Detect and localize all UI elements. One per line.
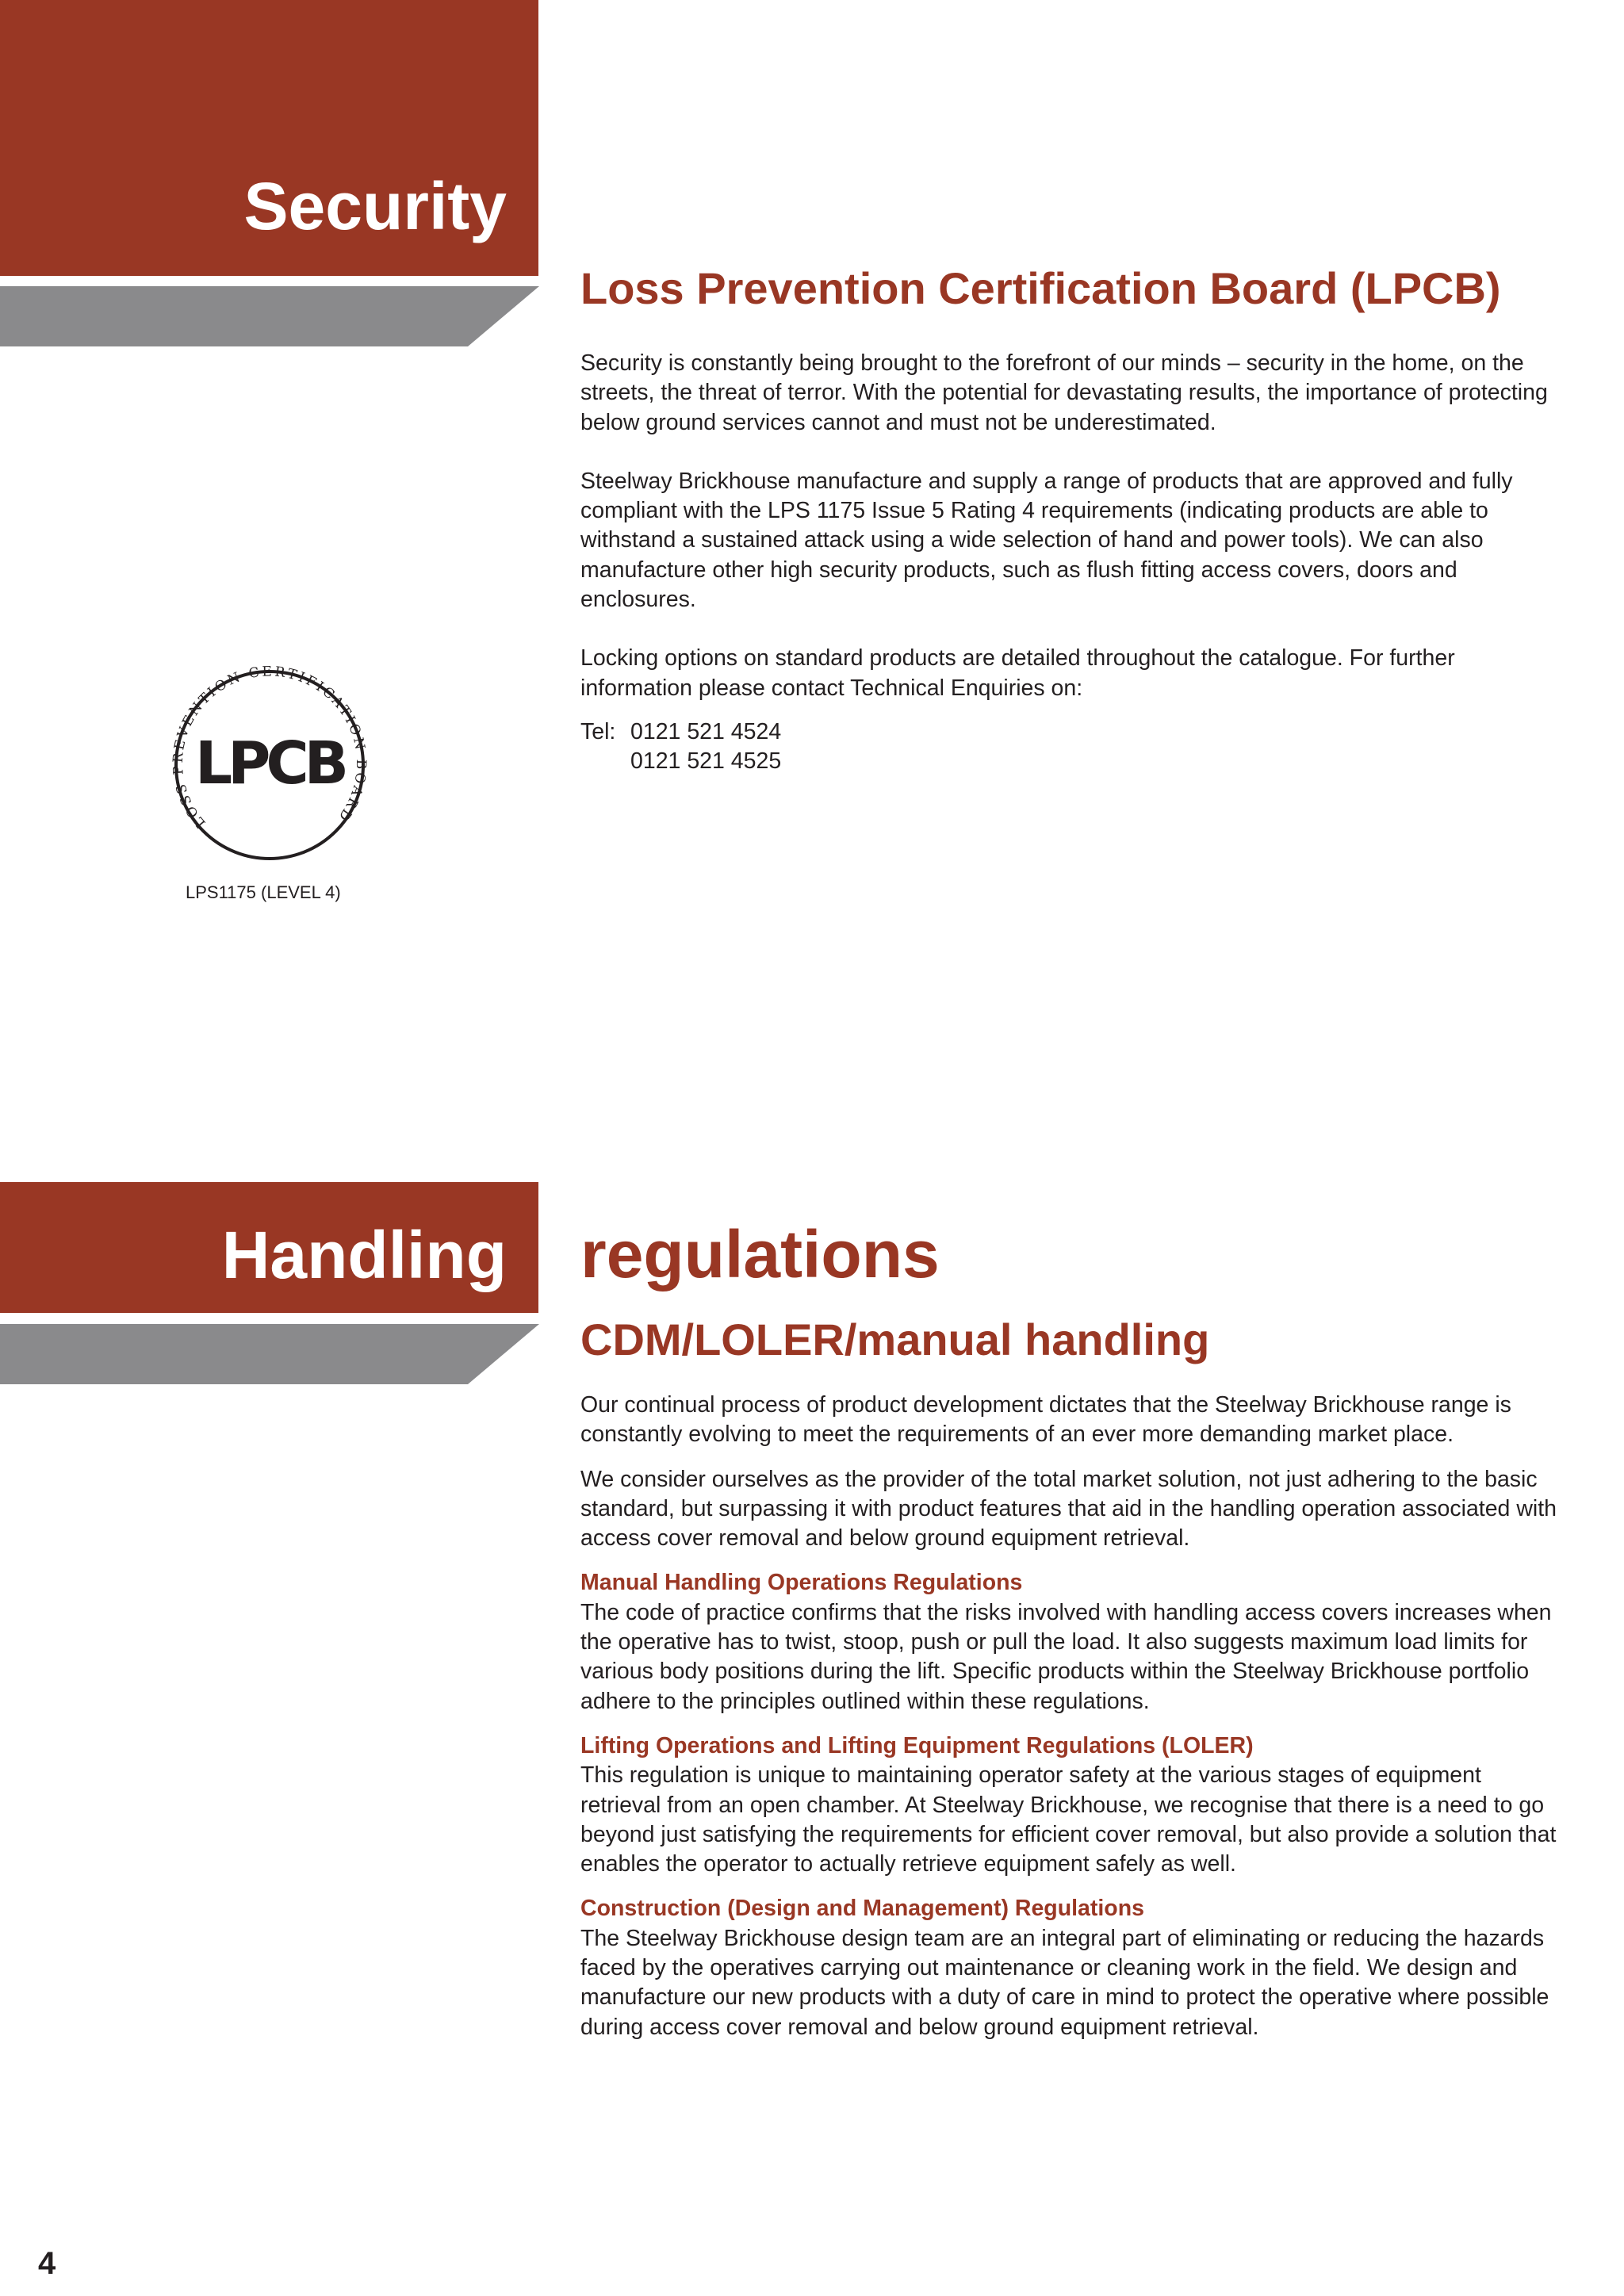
security-tab-label: Security	[243, 169, 507, 243]
handling-paragraph-2: We consider ourselves as the provider of the total market solution, not just adhering to the basic standard, but surpassing it with product features that aid in the handling operation associated with access cover removal and below ground equipment retrieval.	[580, 1466, 1557, 1552]
handling-paragraph-1: Our continual process of product development dictates that the Steelway Brickhouse range is constantly evolving to meet the requirements of an ever more demanding market place.	[580, 1392, 1511, 1448]
security-paragraph-2: Steelway Brickhouse manufacture and supply a range of products that are approved and fully compliant with the LPS 1175 Issue 5 Rating 4 requirements (indicating products are able to withstand a sustained attack using a wide selection of hand and power tools). We can also manufacture other high security products, such as flush fitting access covers, doors and enclosures.	[580, 468, 1513, 613]
handling-heading: CDM/LOLER/manual handling	[580, 1314, 1210, 1364]
security-heading: Loss Prevention Certification Board (LPCB)	[580, 263, 1501, 313]
grey-band-security	[0, 286, 539, 346]
handling-tab-label: Handling	[221, 1218, 507, 1292]
page-number: 4	[38, 2246, 56, 2281]
security-paragraph-3: Locking options on standard products are detailed throughout the catalogue. For further information please contact Technical Enquiries on:	[580, 645, 1455, 701]
tel-number-1: 0121 521 4524	[630, 718, 782, 744]
security-tab	[0, 0, 538, 276]
lpcb-center-text: LPCB	[194, 729, 345, 798]
security-paragraph-1: Security is constantly being brought to the forefront of our minds – security in the home, on the streets, the threat of terror. With the potential for devastating results, the importance of protecting below ground services cannot and must not be underestimated.	[580, 350, 1548, 435]
handling-tab	[0, 1182, 538, 1313]
section-text-loler: This regulation is unique to maintaining operator safety at the various stages of equipment retrieval from an open chamber. At Steelway Brickhouse, we recognise that there is a need to go beyond just satisfying the requirements for efficient cover removal, but also provide a solution that enables the operator to actually retrieve equipment safely as well.	[580, 1762, 1557, 1877]
section-title-loler: Lifting Operations and Lifting Equipment Regulations (LOLER)	[580, 1732, 1254, 1758]
section-text-cdm: The Steelway Brickhouse design team are an integral part of eliminating or reducing the hazards faced by the operatives carrying out maintenance or cleaning work in the field. We design and manufacture our new products with a duty of care in mind to protect the operative where possible during access cover removal and below ground equipment retrieval.	[580, 1925, 1549, 2040]
tel-label: Tel:	[580, 718, 616, 744]
handling-title: regulations	[580, 1217, 940, 1292]
tel-block	[580, 718, 1564, 777]
grey-band-handling	[0, 1324, 539, 1384]
tel-number-2: 0121 521 4525	[630, 748, 782, 775]
lpcb-ring-text: LOSS PREVENTION CERTIFICATION BOARD	[170, 666, 369, 831]
logo-caption: LPS1175 (LEVEL 4)	[186, 882, 341, 902]
section-title-cdm: Construction (Design and Management) Regulations	[580, 1896, 1144, 1922]
handling-content	[580, 1217, 1564, 2042]
security-content	[580, 263, 1564, 777]
section-title-manual-handling: Manual Handling Operations Regulations	[580, 1570, 1023, 1596]
section-text-manual-handling: The code of practice confirms that the risks involved with handling access covers increases when the operative has to twist, stoop, push or pull the load. It also suggests maximum load limits for various body positions during the lift. Specific products within the Steelway Brickhouse portfolio adhere to the principles outlined within these regulations.	[580, 1599, 1552, 1714]
lpcb-logo	[170, 666, 369, 864]
